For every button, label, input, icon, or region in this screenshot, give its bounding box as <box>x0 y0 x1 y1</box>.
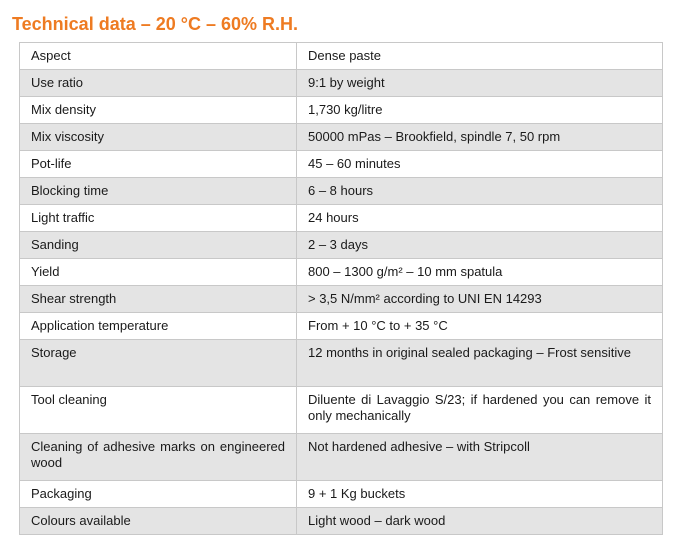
row-value: 2 – 3 days <box>297 232 663 259</box>
table-row-light-traffic <box>20 205 663 232</box>
row-value: 12 months in original sealed packaging – Frost sensitive <box>297 340 663 387</box>
row-label: Packaging <box>20 481 297 508</box>
row-value: Diluente di Lavaggio S/23; if hardened you can remove it only mechanically <box>297 387 663 434</box>
row-value: 6 – 8 hours <box>297 178 663 205</box>
row-label: Storage <box>20 340 297 387</box>
table-row-cleaning-adhesive-marks <box>20 434 663 481</box>
row-value: Not hardened adhesive – with Stripcoll <box>297 434 663 481</box>
table-row-tool-cleaning <box>20 387 663 434</box>
row-label: Aspect <box>20 43 297 70</box>
table-row-application-temperature <box>20 313 663 340</box>
row-label: Yield <box>20 259 297 286</box>
technical-data-table <box>19 42 663 535</box>
row-label: Use ratio <box>20 70 297 97</box>
row-label: Sanding <box>20 232 297 259</box>
row-value: Light wood – dark wood <box>297 508 663 535</box>
row-label: Tool cleaning <box>20 387 297 434</box>
row-value: 45 – 60 minutes <box>297 151 663 178</box>
table-row-pot-life <box>20 151 663 178</box>
row-label: Mix density <box>20 97 297 124</box>
table-row-colours-available <box>20 508 663 535</box>
row-value: From + 10 °C to + 35 °C <box>297 313 663 340</box>
row-value: 24 hours <box>297 205 663 232</box>
page-title: Technical data – 20 °C – 60% R.H. <box>12 14 298 34</box>
row-value: > 3,5 N/mm² according to UNI EN 14293 <box>297 286 663 313</box>
table-row-mix-density <box>20 97 663 124</box>
table-row-shear-strength <box>20 286 663 313</box>
row-label: Mix viscosity <box>20 124 297 151</box>
row-label: Cleaning of adhesive marks on engineered wood <box>20 434 297 481</box>
table-row-use-ratio <box>20 70 663 97</box>
row-label: Application temperature <box>20 313 297 340</box>
table-row-mix-viscosity <box>20 124 663 151</box>
row-label: Shear strength <box>20 286 297 313</box>
row-value: 1,730 kg/litre <box>297 97 663 124</box>
table-row-yield <box>20 259 663 286</box>
table-row-storage <box>20 340 663 387</box>
row-label: Pot-life <box>20 151 297 178</box>
row-value: Dense paste <box>297 43 663 70</box>
table-row-aspect <box>20 43 663 70</box>
row-value: 800 – 1300 g/m² – 10 mm spatula <box>297 259 663 286</box>
row-value: 50000 mPas – Brookfield, spindle 7, 50 rpm <box>297 124 663 151</box>
table-row-packaging <box>20 481 663 508</box>
row-label: Light traffic <box>20 205 297 232</box>
row-label: Blocking time <box>20 178 297 205</box>
table-row-sanding <box>20 232 663 259</box>
row-value: 9:1 by weight <box>297 70 663 97</box>
table-row-blocking-time <box>20 178 663 205</box>
row-value: 9 + 1 Kg buckets <box>297 481 663 508</box>
row-label: Colours available <box>20 508 297 535</box>
